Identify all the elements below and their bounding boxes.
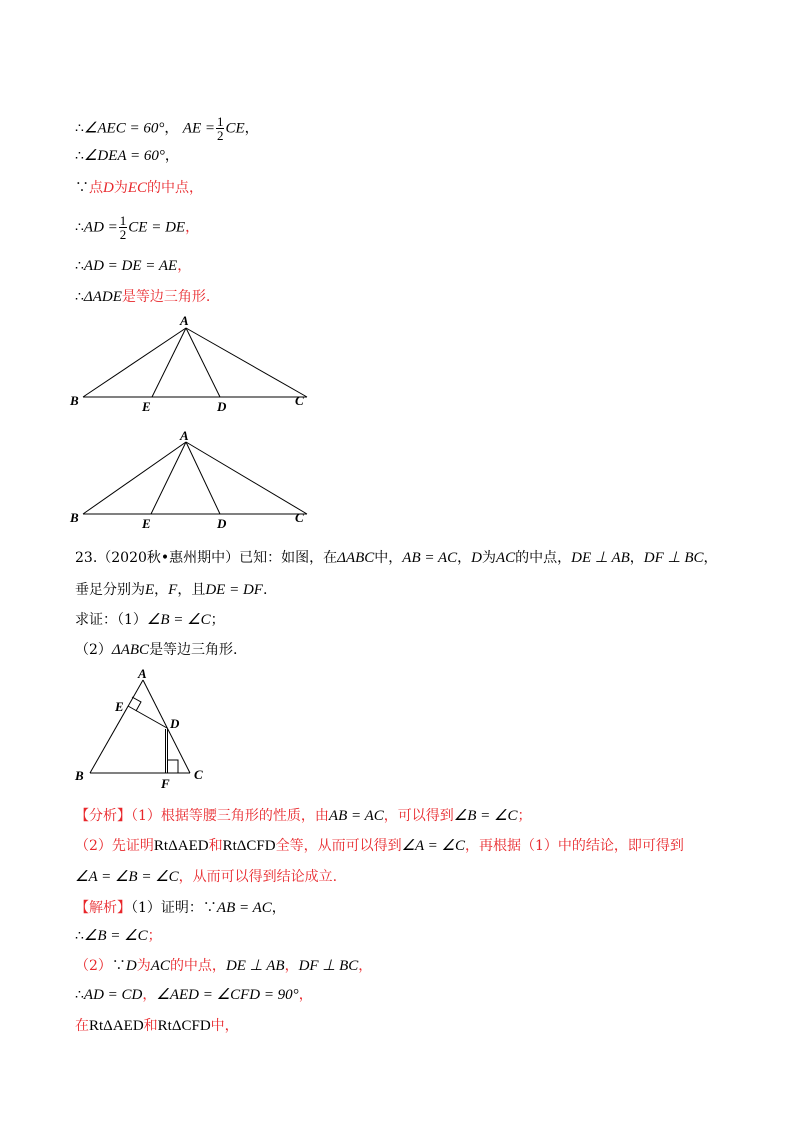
math-expr: ΔABC xyxy=(111,642,150,658)
label-c: C xyxy=(295,393,304,408)
punct: ， xyxy=(164,148,179,164)
text: 求证：（1） xyxy=(75,612,147,628)
therefore-symbol: ∴ xyxy=(75,219,84,236)
math-expr: CE = DE xyxy=(128,219,186,236)
math-expr: RtΔAED xyxy=(89,1018,144,1034)
text: 为 xyxy=(113,180,128,196)
label-e: E xyxy=(142,399,151,414)
proof-line-4 xyxy=(75,214,199,241)
math-expr: AD = DE = AE xyxy=(83,258,178,274)
punct: ， xyxy=(244,120,259,137)
solution-tag: 【解析】 xyxy=(75,900,131,916)
label-c: C xyxy=(295,510,304,525)
fraction xyxy=(119,214,128,241)
label-b: B xyxy=(70,393,79,408)
text: 垂足分别为 xyxy=(75,582,145,598)
therefore-symbol: ∴ xyxy=(75,987,84,1003)
numerator: 1 xyxy=(216,114,224,129)
text: ， xyxy=(284,958,299,974)
solution-line-2 xyxy=(75,926,162,946)
text: ， xyxy=(629,550,644,566)
text: （1）根据等腰三角形的性质，由 xyxy=(131,808,329,824)
problem-23-line-1 xyxy=(75,548,718,568)
math-expr: ∠B = ∠C xyxy=(146,612,211,628)
text: 为 xyxy=(481,550,496,566)
problem-number: 23. xyxy=(75,550,98,566)
math-expr: ∠AEC = 60° xyxy=(83,120,165,137)
solution-line-5 xyxy=(75,1016,239,1036)
math-expr: AD = CD xyxy=(83,987,143,1003)
math-expr: EC xyxy=(127,180,148,196)
math-expr: ΔADE xyxy=(83,289,122,305)
punct: ， xyxy=(164,120,179,137)
math-expr: D xyxy=(103,180,114,196)
math-expr: RtΔCFD xyxy=(157,1018,211,1034)
math-expr: DE ⊥ AB xyxy=(225,958,285,974)
proof-line-2 xyxy=(75,146,179,166)
problem-23-line-2 xyxy=(75,580,267,600)
text: ，再根据（1）中的结论，即可得到 xyxy=(465,838,684,854)
proof-line-5 xyxy=(75,256,191,276)
label-d: D xyxy=(170,716,180,731)
math-expr: AC xyxy=(495,550,516,566)
solution-line-1 xyxy=(75,898,286,918)
math-expr: F xyxy=(168,582,178,598)
text: ， xyxy=(271,900,286,916)
proof-line-1 xyxy=(75,115,259,142)
analysis-line-2 xyxy=(75,836,684,856)
math-expr: ∠A = ∠B = ∠C xyxy=(75,869,179,885)
math-expr: RtΔCFD xyxy=(222,838,276,854)
therefore-symbol: ∴ xyxy=(75,258,84,274)
text: （1）证明： xyxy=(131,900,203,916)
problem-23-line-4 xyxy=(75,640,238,660)
because-symbol: ∵ xyxy=(111,958,126,974)
solution-line-3 xyxy=(75,956,372,976)
math-expr: AC xyxy=(150,958,170,974)
math-expr: DE = DF xyxy=(205,582,263,598)
punct: ， xyxy=(177,258,192,274)
math-expr: ∠B = ∠C xyxy=(453,808,518,824)
math-expr: DF ⊥ BC xyxy=(298,958,359,974)
text: 的中点， xyxy=(147,180,204,196)
label-b: B xyxy=(70,510,79,525)
proof-line-3 xyxy=(75,178,203,198)
math-expr: AE = xyxy=(182,120,215,137)
math-expr: AB = AC xyxy=(402,550,458,566)
math-expr: ∠AED = ∠CFD = 90° xyxy=(156,987,299,1003)
text: ， xyxy=(298,987,313,1003)
text: （2） xyxy=(75,958,112,974)
text: 是等边三角形. xyxy=(121,289,211,305)
because-symbol: ∵ xyxy=(202,900,217,916)
text: 在 xyxy=(75,1018,89,1034)
text: ，且 xyxy=(177,582,206,598)
triangle-figure-3 xyxy=(70,664,210,794)
therefore-symbol: ∴ xyxy=(75,928,84,944)
math-expr: D xyxy=(471,550,482,566)
text: 全等，从而可以得到 xyxy=(275,838,402,854)
label-d: D xyxy=(217,516,227,531)
label-e: E xyxy=(142,516,151,531)
math-expr: DE ⊥ AB xyxy=(571,550,630,566)
label-a: A xyxy=(180,313,189,328)
denominator: 2 xyxy=(216,128,224,143)
text: 的中点， xyxy=(169,958,226,974)
analysis-line-1 xyxy=(75,806,531,826)
text: 点 xyxy=(89,180,103,196)
label-c: C xyxy=(194,767,203,782)
label-d: D xyxy=(217,399,227,414)
math-expr: AB = AC xyxy=(216,900,272,916)
therefore-symbol: ∴ xyxy=(75,120,84,137)
math-expr: AD = xyxy=(83,219,118,236)
numerator: 1 xyxy=(119,213,127,228)
text: （2020秋•惠州期中）已知：如图，在 xyxy=(97,550,338,566)
text: 和 xyxy=(143,1018,158,1034)
solution-line-4 xyxy=(75,985,313,1005)
text: 中， xyxy=(210,1018,239,1034)
triangle-figure-2 xyxy=(62,427,322,532)
math-expr: ΔABC xyxy=(337,550,375,566)
text: 中， xyxy=(374,550,403,566)
text: ， xyxy=(703,550,718,566)
text: ； xyxy=(147,928,162,944)
text: （2）先证明 xyxy=(75,838,154,854)
text: ， xyxy=(358,958,373,974)
fraction xyxy=(216,115,225,142)
text: ； xyxy=(517,808,532,824)
math-expr: DF ⊥ BC xyxy=(643,550,704,566)
text: ； xyxy=(210,612,225,628)
label-a: A xyxy=(138,666,147,681)
analysis-tag: 【分析】 xyxy=(75,808,131,824)
triangle-figure-1 xyxy=(62,310,322,415)
therefore-symbol: ∴ xyxy=(75,289,84,305)
math-expr: E xyxy=(145,582,155,598)
denominator: 2 xyxy=(119,227,127,242)
text: （2） xyxy=(75,642,112,658)
math-expr: CE xyxy=(225,120,245,137)
because-symbol: ∵ xyxy=(75,180,89,196)
math-expr: ∠DEA = 60° xyxy=(83,148,165,164)
math-expr: AB = AC xyxy=(328,808,384,824)
text: 为 xyxy=(136,958,151,974)
text: ， xyxy=(457,550,472,566)
label-f: F xyxy=(161,776,170,791)
label-a: A xyxy=(180,428,189,443)
therefore-symbol: ∴ xyxy=(75,148,84,164)
math-expr: ∠B = ∠C xyxy=(83,928,148,944)
analysis-line-3 xyxy=(75,867,337,887)
text: ，可以得到 xyxy=(383,808,454,824)
text: 和 xyxy=(208,838,223,854)
text: ，从而可以得到结论成立. xyxy=(178,869,338,885)
label-e: E xyxy=(115,699,124,714)
label-b: B xyxy=(75,768,84,783)
problem-23-line-3 xyxy=(75,610,225,630)
math-expr: RtΔAED xyxy=(153,838,209,854)
text: ， xyxy=(142,987,157,1003)
text: ， xyxy=(154,582,169,598)
proof-line-6 xyxy=(75,287,210,307)
text: 是等边三角形. xyxy=(149,642,238,658)
math-expr: D xyxy=(125,958,137,974)
text: . xyxy=(262,582,268,598)
math-expr: ∠A = ∠C xyxy=(401,838,465,854)
punct: ， xyxy=(185,219,200,236)
text: 的中点， xyxy=(515,550,572,566)
